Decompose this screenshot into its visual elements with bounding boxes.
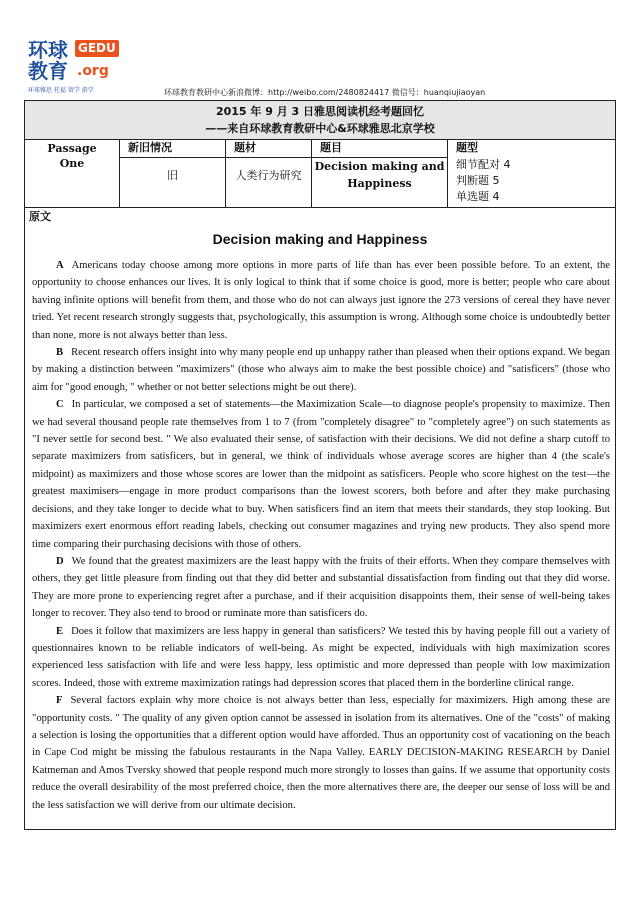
paragraph-letter: D (56, 555, 64, 567)
logo-text-line2: 教育 (28, 59, 68, 83)
paragraph-f (32, 692, 610, 814)
paragraph-letter: E (56, 625, 64, 637)
section-label-original-text: 原文 (29, 210, 51, 223)
old-new-value: 旧 (167, 169, 178, 182)
old-new-cell (120, 139, 226, 207)
gedu-logo (28, 40, 118, 100)
logo-gedu-badge: GEDU (75, 40, 119, 57)
topic-header: 题材 (226, 139, 311, 158)
document-heading-line1: 2015 年 9 月 3 日雅思阅读机经考题回忆 (215, 105, 425, 118)
paragraph-a (32, 257, 610, 344)
question-type-item: 细节配对 4 (456, 158, 511, 171)
title-value: Decision making and Happiness (314, 160, 445, 190)
header-contact-info: 环球教育教研中心新浪微博：http://weibo.com/2480824417 微信号：huanqiujiaoyan (164, 88, 486, 97)
logo-tagline: 环球雅思 托福 留学 游学 (28, 87, 94, 94)
passage-title: Decision making and Happiness (212, 231, 428, 247)
question-type-item: 判断题 5 (456, 174, 500, 187)
question-type-item: 单选题 4 (456, 190, 500, 203)
question-type-header: 题型 (456, 141, 478, 154)
paragraph-b (32, 344, 610, 396)
paragraph-text: Several factors explain why more choice is not always better than less, especially for maximizers. High among these are "opportunity costs. " The quality of any given option cannot be assessed in isolation from its alternatives. One of the "costs" of making a selection is losing the opportunities that a different option would have afforded. Thus an opportunity cost of vacationing on the beach in Cape Cod might be missing the fabulous restaurants in the Napa Valley. EARLY DECISION-MAKING RESEARCH by Daniel Katmeman and Amos Tversky showed that people respond much more strongly to losses than gains. If we assume that opportunity costs reduce the overall desirability of the most preferred choice, then the more alternatives there are, the deeper our sense of loss will be and the less satisfaction we will derive from our ultimate decision. (32, 695, 610, 811)
paragraph-c (32, 396, 610, 553)
paragraph-e (32, 623, 610, 693)
page-header (0, 0, 640, 100)
old-new-header: 新旧情况 (120, 139, 225, 158)
topic-cell (226, 139, 312, 207)
title-header: 题目 (312, 139, 447, 158)
title-band (25, 101, 615, 140)
title-cell (312, 139, 448, 207)
paragraph-text: Does it follow that maximizers are less happy in general than satisficers? We tested this by having people fill out a variety of questionnaires known to be reliable indicators of well-being. As might be expected, individuals with high maximization scores experienced less satisfaction with life and were less happy, less optimistic and more depressed than people with low maximization scores. Indeed, those with extreme maximization ratings had depression scores that placed them in the borderline clinical range. (32, 625, 610, 689)
passage-body (32, 257, 610, 814)
paragraph-text: Americans today choose among more options in more parts of life than has ever been possible before. To an extent, the opportunity to choose enhances our lives. It is only logical to think that if some choice is good, more is better; people who care about having infinite options will benefit from them, and those who do not can always just ignore the 273 versions of cereal they have never tried. Yet recent research strongly suggests that, psychologically, this assumption is wrong. Although some choice is undoubtedly better than none, more is not always better than less. (32, 260, 610, 341)
passage-label-cell (25, 139, 120, 207)
paragraph-text: In particular, we composed a set of statements—the Maximization Scale—to diagnose people's propensity to maximize. Then we had several thousand people rate themselves from 1 to 7 (from "completely disagree" to "completely agree") on such statements as "I never settle for second best. " We also evaluated their sense, of satisfaction with their decisions. We did not define a sharp cutoff to separate maximizers from satisficers, but in general, we think of individuals whose average scores are higher than 4 (the scale's midpoint) as maximizers and those whose scores are lower than the midpoint as satisficers. People who score highest on the test—the greatest maximisers—engage in more product comparisons than the lowest scorers, both before and after they make purchasing decisions, and they take longer to decide what to buy. When satisficers find an item that meets their standards, they stop looking. But maximizers exert enormous effort reading labels, checking out consumer magazines and trying new products. They also spend more time comparing their purchasing decisions with those of others. (32, 399, 610, 550)
document-frame (24, 100, 616, 830)
paragraph-letter: F (56, 695, 63, 707)
paragraph-letter: B (56, 347, 64, 359)
logo-text-line1: 环球 (28, 38, 68, 62)
topic-value: 人类行为研究 (235, 169, 302, 182)
paragraph-letter: A (56, 260, 64, 271)
paragraph-letter: C (56, 399, 64, 411)
document-heading-line2: ——来自环球教育教研中心&环球雅思北京学校 (205, 122, 435, 135)
passage-info-table (25, 139, 615, 208)
paragraph-text: We found that the greatest maximizers are the least happy with the fruits of their efforts. When they compare themselves with others, they get little pleasure from finding out that they did better and substantial dissatisfaction from finding out that they did worse. They are more prone to experiencing regret after a purchase, and if their acquisition disappoints them, their sense of well-being takes longer to recover. They also tend to brood or ruminate more than satisficers do. (32, 555, 610, 620)
paragraph-text: Recent research offers insight into why many people end up unhappy rather than pleased when their options expand. We began by making a distinction between "maximizers" (those who always aim to make the best possible choice) and "satisficers" (those who aim for "good enough, " whether or not better selections might be out there). (32, 347, 610, 393)
question-type-cell (448, 139, 615, 207)
logo-org-text: .org (77, 63, 109, 79)
paragraph-d (32, 553, 610, 623)
passage-label: Passage One (47, 142, 97, 170)
